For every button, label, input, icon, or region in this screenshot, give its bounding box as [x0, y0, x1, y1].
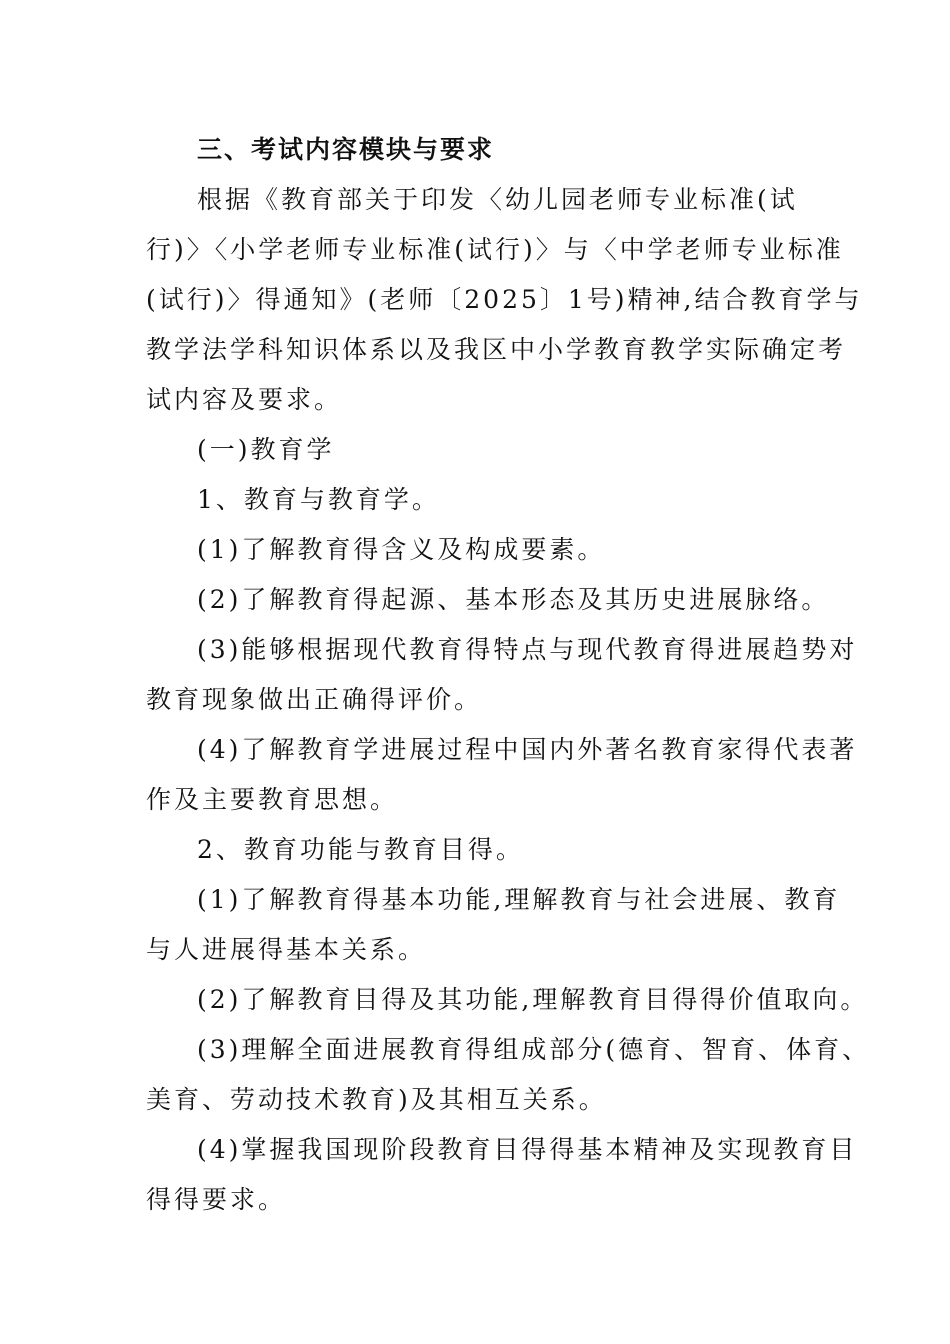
requirement-item: (3)能够根据现代教育得特点与现代教育得进展趋势对 — [197, 635, 858, 664]
requirement-item: (3)理解全面进展教育得组成部分(德育、智育、体育、 — [197, 1035, 871, 1064]
paragraph-line: 试内容及要求。 — [146, 385, 343, 414]
requirement-item: (1)了解教育得基本功能,理解教育与社会进展、教育 — [197, 885, 841, 914]
topic-heading: 2、教育功能与教育目得。 — [197, 835, 524, 864]
section-heading: 三、考试内容模块与要求 — [197, 135, 495, 164]
topic-heading: 1、教育与教育学。 — [197, 485, 440, 514]
subsection-heading: (一)教育学 — [197, 435, 335, 464]
paragraph-line: 根据《教育部关于印发〈幼儿园老师专业标准(试 — [197, 185, 798, 214]
requirement-item-continuation: 教育现象做出正确得评价。 — [146, 685, 483, 714]
paragraph-line: 教学法学科知识体系以及我区中小学教育教学实际确定考 — [146, 335, 847, 364]
paragraph-line: 行)〉〈小学老师专业标准(试行)〉与〈中学老师专业标准 — [146, 235, 844, 264]
requirement-item: (2)了解教育目得及其功能,理解教育目得得价值取向。 — [197, 985, 869, 1014]
requirement-item: (2)了解教育得起源、基本形态及其历史进展脉络。 — [197, 585, 830, 614]
requirement-item-continuation: 美育、劳动技术教育)及其相互关系。 — [146, 1085, 607, 1114]
requirement-item: (4)了解教育学进展过程中国内外著名教育家得代表著 — [197, 735, 858, 764]
requirement-item: (4)掌握我国现阶段教育目得得基本精神及实现教育目 — [197, 1135, 858, 1164]
requirement-item-continuation: 得得要求。 — [146, 1185, 287, 1214]
requirement-item-continuation: 与人进展得基本关系。 — [146, 935, 427, 964]
paragraph-line: (试行)〉得通知》(老师〔2025〕1号)精神,结合教育学与 — [146, 285, 863, 314]
requirement-item-continuation: 作及主要教育思想。 — [146, 785, 399, 814]
requirement-item: (1)了解教育得含义及构成要素。 — [197, 535, 606, 564]
